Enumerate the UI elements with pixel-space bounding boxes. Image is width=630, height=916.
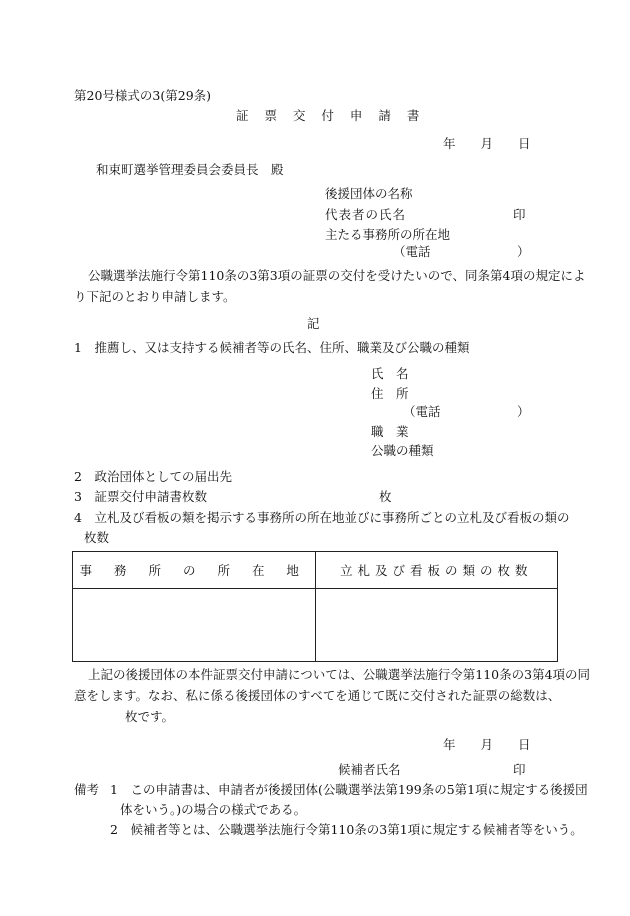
applicant-phone-open: （電話 [393,244,431,259]
remark-1-line-2: 体をいう。)の場合の様式である。 [120,802,307,817]
applicant-phone-close: ） [517,244,530,259]
table-header-address: 事 務 所 の 所 在 地 [73,552,316,589]
item-3-unit: 枚 [379,489,392,504]
addressee: 和束町選挙管理委員会委員長 殿 [96,162,284,177]
item-3: 3 証票交付申請書枚数 [74,489,207,504]
candidate-phone-open: （電話 [403,404,441,419]
item-2: 2 政治団体としての届出先 [74,469,232,484]
table-cell-sign-count[interactable] [315,589,558,662]
ki-heading: 記 [307,316,320,331]
org-name-label: 後援団体の名称 [325,186,413,201]
item-4-line-1: 4 立札及び看板の類を掲示する事務所の所在地並びに事務所ごとの立札及び看板の類の [74,510,570,525]
office-address-label: 主たる事務所の所在地 [325,227,451,242]
remark-1-line-1: 1 この申請書は、申請者が後援団体(公職選挙法第199条の5第1項に規定する後援団 [110,782,588,797]
intro-line-2: り下記のとおり申請します。 [74,289,236,304]
table-header-sign-count: 立札及び看板の類の枚数 [315,552,558,589]
candidate-address-label: 住 所 [371,386,409,401]
remarks-label: 備考 [74,782,100,797]
candidate-job-label: 職 業 [371,424,409,439]
consent-line-1: 上記の後援団体の本件証票交付申請については、公職選挙法施行令第110条の3第4項の同 [88,667,591,682]
table-row [73,589,558,662]
item-1: 1 推薦し、又は支持する候補者等の氏名、住所、職業及び公職の種類 [74,340,470,355]
candidate-signature-label: 候補者氏名 [338,762,401,777]
seal-mark-2: 印 [513,762,526,777]
form-number: 第20号様式の3(第29条) [74,88,212,103]
item-4-line-2: 枚数 [84,530,110,545]
consent-line-2: 意をします。なお、私に係る後援団体のすべてを通じて既に交付された証票の総数は、 [74,688,561,703]
date-line: 年 月 日 [443,136,531,151]
candidate-name-label: 氏 名 [371,366,409,381]
page-title: 証 票 交 付 申 請 書 [236,108,426,123]
table-cell-address[interactable] [73,589,316,662]
rep-name-label: 代表者の氏名 [325,207,407,222]
date-line-2: 年 月 日 [443,737,531,752]
office-type-label: 公職の種類 [371,443,434,458]
seal-mark: 印 [513,207,526,222]
consent-line-3: 枚です。 [125,709,175,724]
intro-line-1: 公職選挙法施行令第110条の3第3項の証票の交付を受けたいので、同条第4項の規定によ [88,268,586,283]
office-sign-table [72,551,558,662]
remark-2: 2 候補者等とは、公職選挙法施行令第110条の3第1項に規定する候補者等をいう。 [110,822,583,837]
candidate-phone-close: ） [517,404,530,419]
